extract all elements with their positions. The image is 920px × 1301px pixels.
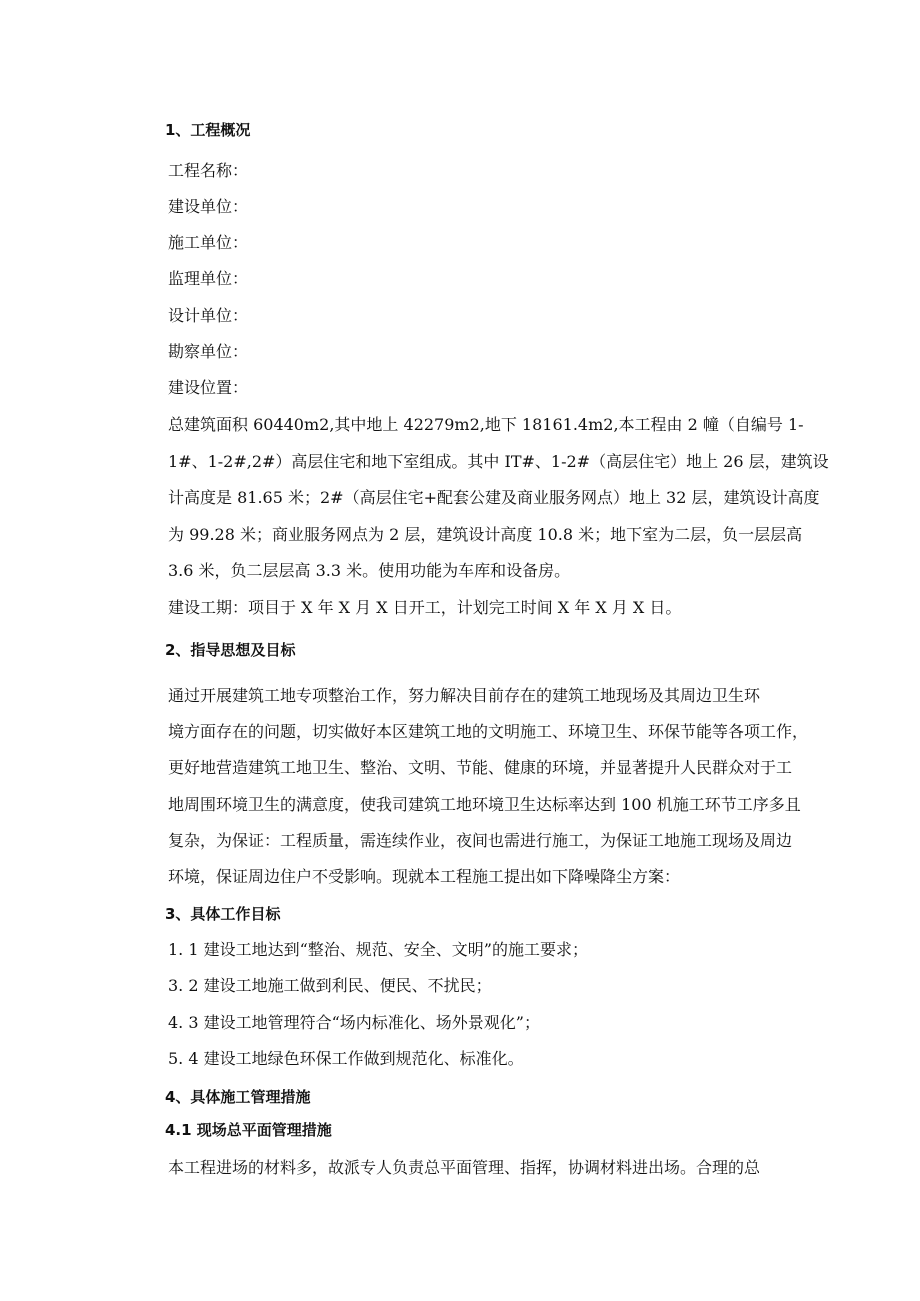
goal-item: 1. 1 建设工地达到“整治、规范、安全、文明”的施工要求； [168,940,588,959]
section-heading-guidance: 2、指导思想及目标 [165,641,296,659]
field-supervisor: 监理单位： [168,269,249,288]
overview-line: 计高度是 81.65 米；2#（高层住宅+配套公建及商业服务网点）地上 32 层，建筑设计高度 [168,488,820,507]
field-contractor: 施工单位： [168,233,249,252]
guidance-line: 更好地营造建筑工地卫生、整治、文明、节能、健康的环境，并显著提升人民群众对于工 [168,758,793,777]
field-project-name: 工程名称： [168,161,249,180]
guidance-line: 地周围环境卫生的满意度，使我司建筑工地环境卫生达标率达到 100 机施工环节工序多且 [168,795,801,814]
goal-item: 5. 4 建设工地绿色环保工作做到规范化、标准化。 [168,1049,524,1068]
field-location: 建设位置： [168,378,249,397]
goal-item: 3. 2 建设工地施工做到利民、便民、不扰民； [168,976,492,995]
field-surveyor: 勘察单位： [168,342,249,361]
goal-item: 4. 3 建设工地管理符合“场内标准化、场外景观化”； [168,1013,540,1032]
site-plan-text: 本工程进场的材料多，故派专人负责总平面管理、指挥，协调材料进出场。合理的总 [168,1158,761,1177]
guidance-line: 环境，保证周边住户不受影响。现就本工程施工提出如下降噪降尘方案： [168,867,681,886]
overview-line: 总建筑面积 60440m2,其中地上 42279m2,地下 18161.4m2,本工程由 2 幢（自编号 1- [168,415,804,434]
field-builder: 建设单位： [168,197,249,216]
guidance-line: 复杂，为保证：工程质量，需连续作业，夜间也需进行施工，为保证工地施工现场及周边 [168,831,793,850]
field-designer: 设计单位： [168,306,249,325]
section-heading-overview: 1、工程概况 [165,121,251,139]
overview-line: 3.6 米，负二层层高 3.3 米。使用功能为车库和设备房。 [168,561,571,580]
section-heading-measures: 4、具体施工管理措施 [165,1088,311,1106]
construction-period: 建设工期：项目于 X 年 X 月 X 日开工，计划完工时间 X 年 X 月 X 日。 [168,598,682,617]
subsection-heading-site-plan: 4.1 现场总平面管理措施 [165,1121,332,1139]
overview-line: 为 99.28 米；商业服务网点为 2 层，建筑设计高度 10.8 米；地下室为二层，负一层层高 [168,525,803,544]
overview-line: 1#、1-2#,2#）高层住宅和地下室组成。其中 IT#、1-2#（高层住宅）地上 26 层，建筑设 [168,452,829,471]
section-heading-goals: 3、具体工作目标 [165,905,281,923]
guidance-line: 通过开展建筑工地专项整治工作，努力解决目前存在的建筑工地现场及其周边卫生环 [168,686,761,705]
guidance-line: 境方面存在的问题，切实做好本区建筑工地的文明施工、环境卫生、环保节能等各项工作， [168,722,809,741]
